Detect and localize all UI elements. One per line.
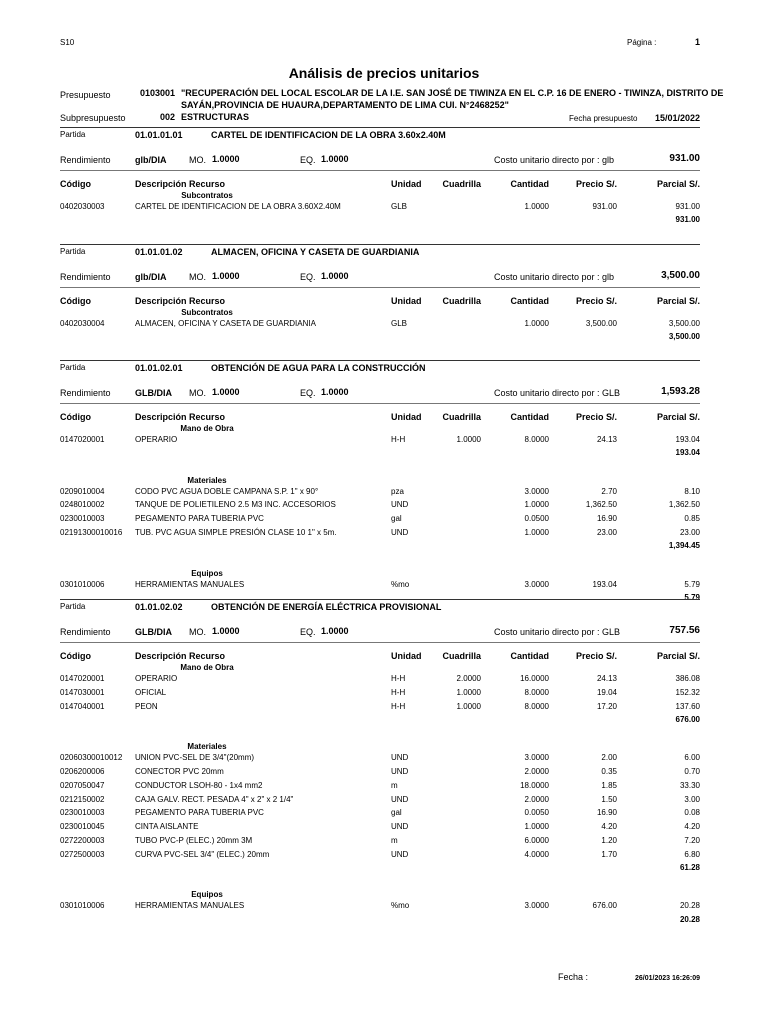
col-header-cuadrilla: Cuadrilla [442,296,481,306]
costo-unitario-value: 931.00 [669,153,700,164]
resource-description: CONECTOR PVC 20mm [135,767,224,776]
resource-description: CARTEL DE IDENTIFICACION DE LA OBRA 3.60X2.40M [135,202,341,211]
resource-precio: 19.04 [596,687,617,697]
col-header-precio: Precio S/. [575,651,617,661]
resource-code: 0147030001 [60,687,105,697]
col-header-parcial: Parcial S/. [656,651,700,661]
resource-description: OPERARIO [135,435,178,444]
group-subtotal: 20.28 [679,914,700,924]
page-number: 1 [694,37,700,47]
resource-unit: H-H [391,674,406,683]
eq-label: EQ. [300,388,316,398]
eq-value: 1.0000 [321,387,349,397]
rendimiento-rule [60,403,700,404]
resource-cantidad: 1.0000 [524,822,549,832]
mo-value: 1.0000 [212,154,240,164]
resource-parcial: 3,500.00 [668,319,700,328]
presupuesto-description-line2: SAYÁN,PROVINCIA DE HUAURA,DEPARTAMENTO DE LIMA CUI. N°2468252" [181,100,509,110]
resource-precio: 1,362.50 [585,500,617,510]
rendimiento-unit: GLB/DIA [135,388,172,398]
resource-unit: GLB [391,202,408,211]
rendimiento-unit: glb/DIA [135,155,167,165]
resource-description: CINTA AISLANTE [135,822,199,832]
resource-cuadrilla: 1.0000 [456,687,481,697]
page-label: Página : [627,38,657,47]
resource-description: TANQUE DE POLIETILENO 2.5 M3 INC. ACCESORIOS [135,500,336,510]
resource-unit: UND [391,500,409,510]
rendimiento-rule [60,170,700,171]
partida-name: OBTENCIÓN DE ENERGÍA ELÉCTRICA PROVISIONAL [211,602,442,612]
mo-label: MO. [189,388,206,398]
resource-unit: H-H [391,435,406,444]
presupuesto-label: Presupuesto [60,90,111,100]
resource-cantidad: 0.0050 [524,808,549,818]
col-header-codigo: Código [60,179,91,189]
eq-label: EQ. [300,155,316,165]
resource-unit: pza [391,486,404,496]
partida-label: Partida [60,130,86,139]
resource-code: 0301010006 [60,901,105,911]
resource-code: 0207050047 [60,780,105,790]
resource-code: 02191300010016 [60,528,123,537]
resource-unit: UND [391,822,409,832]
resource-description: OFICIAL [135,687,167,697]
col-header-precio: Precio S/. [575,179,617,189]
resource-cantidad: 18.0000 [520,780,549,790]
partida-top-rule [60,127,700,128]
resource-parcial: 1,362.50 [668,500,700,510]
resource-precio: 1.50 [601,794,617,804]
partida-name: OBTENCIÓN DE AGUA PARA LA CONSTRUCCIÓN [211,363,426,373]
mo-value: 1.0000 [212,387,240,397]
resource-cantidad: 3.0000 [524,579,549,589]
resource-unit: UND [391,753,409,763]
rendimiento-label: Rendimiento [60,155,111,165]
resource-code: 0402030004 [60,319,105,328]
resource-parcial: 137.60 [675,701,700,711]
resource-precio: 4.20 [601,822,617,832]
resource-unit: %mo [391,901,410,911]
resource-cantidad: 8.0000 [524,701,549,711]
resource-description: OPERARIO [135,674,178,683]
resource-code: 0209010004 [60,486,105,496]
fecha-presupuesto-label: Fecha presupuesto [569,114,638,123]
costo-unitario-label: Costo unitario directo por : glb [494,155,615,165]
resource-parcial: 0.08 [684,808,700,818]
resource-cantidad: 1.0000 [524,319,549,328]
resource-unit: gal [391,514,402,524]
resource-group-title: Mano de Obra [180,424,234,433]
costo-unitario-value: 757.56 [669,625,700,636]
col-header-cantidad: Cantidad [510,412,549,422]
col-header-descripcion: Descripción Recurso [135,179,226,189]
resource-unit: UND [391,794,409,804]
resource-description: TUB. PVC AGUA SIMPLE PRESIÓN CLASE 10 1" x 5m. [135,528,337,537]
resource-description: CURVA PVC-SEL 3/4" (ELEC.) 20mm [135,849,270,859]
resource-description: CAJA GALV. RECT. PESADA 4" x 2" x 2 1/4" [135,794,294,804]
col-header-precio: Precio S/. [575,296,617,306]
resource-precio: 676.00 [592,901,617,911]
costo-unitario-value: 1,593.28 [661,386,700,397]
resource-parcial: 0.85 [684,514,700,524]
partida-label: Partida [60,247,86,256]
resource-parcial: 8.10 [684,486,700,496]
resource-code: 0248010002 [60,500,105,510]
resource-cantidad: 8.0000 [524,435,549,444]
resource-cantidad: 6.0000 [524,836,549,845]
partida-label: Partida [60,363,86,372]
resource-precio: 3,500.00 [585,319,617,328]
resource-parcial: 6.00 [684,753,700,763]
resource-code: 0402030003 [60,202,105,211]
resource-precio: 24.13 [596,435,617,444]
costo-unitario-label: Costo unitario directo por : GLB [494,627,621,637]
resource-unit: m [391,836,398,845]
resource-cantidad: 1.0000 [524,500,549,510]
resource-description: PEON [135,701,158,711]
col-header-codigo: Código [60,412,91,422]
resource-description: UNION PVC-SEL DE 3/4"(20mm) [135,753,255,763]
resource-parcial: 386.08 [675,674,700,683]
resource-precio: 2.70 [601,486,617,496]
col-header-codigo: Código [60,651,91,661]
resource-code: 0272200003 [60,836,105,845]
resource-parcial: 3.00 [684,794,700,804]
rendimiento-label: Rendimiento [60,388,111,398]
col-header-cantidad: Cantidad [510,651,549,661]
resource-cantidad: 2.0000 [524,767,549,776]
resource-description: CODO PVC AGUA DOBLE CAMPANA S.P. 1" x 90° [135,486,319,496]
resource-unit: UND [391,849,409,859]
subpresupuesto-name: ESTRUCTURAS [181,112,250,122]
resource-group-title: Materiales [187,742,227,752]
resource-parcial: 23.00 [679,528,700,537]
resource-parcial: 931.00 [675,202,700,211]
resource-parcial: 33.30 [679,780,700,790]
group-subtotal: 931.00 [675,215,700,225]
mo-value: 1.0000 [212,626,240,636]
resource-cantidad: 0.0500 [524,514,549,524]
rendimiento-label: Rendimiento [60,627,111,637]
resource-parcial: 5.79 [684,579,700,589]
resource-group-title: Equipos [191,568,223,578]
resource-description: HERRAMIENTAS MANUALES [135,579,245,589]
costo-unitario-value: 3,500.00 [661,270,700,281]
resource-group-title: Materiales [187,475,227,485]
resource-cantidad: 3.0000 [524,901,549,911]
group-subtotal: 1,394.45 [668,541,700,551]
resource-cantidad: 1.0000 [524,202,549,211]
col-header-descripcion: Descripción Recurso [135,296,226,306]
group-subtotal: 193.04 [675,448,700,458]
partida-top-rule [60,360,700,361]
subpresupuesto-code: 002 [160,112,176,122]
resource-cantidad: 3.0000 [524,753,549,763]
resource-precio: 1.20 [601,836,617,845]
resource-description: PEGAMENTO PARA TUBERIA PVC [135,514,264,524]
resource-description: CONDUCTOR LSOH-80 - 1x4 mm2 [135,780,263,790]
resource-code: 02060300010012 [60,753,123,763]
partida-name: ALMACEN, OFICINA Y CASETA DE GUARDIANIA [211,247,420,257]
rendimiento-unit: glb/DIA [135,272,167,282]
resource-cantidad: 8.0000 [524,687,549,697]
resource-precio: 0.35 [601,767,617,776]
resource-cantidad: 3.0000 [524,486,549,496]
eq-value: 1.0000 [321,154,349,164]
resource-cuadrilla: 1.0000 [456,701,481,711]
resource-unit: GLB [391,319,408,328]
resource-precio: 17.20 [596,701,617,711]
eq-label: EQ. [300,272,316,282]
resource-unit: m [391,780,398,790]
group-subtotal: 676.00 [675,714,700,724]
partida-code: 01.01.01.02 [135,247,183,257]
col-header-precio: Precio S/. [575,412,617,422]
rendimiento-unit: GLB/DIA [135,627,172,637]
resource-cantidad: 2.0000 [524,794,549,804]
resource-unit: UND [391,528,409,537]
resource-group-title: Mano de Obra [180,663,234,672]
mo-label: MO. [189,627,206,637]
col-header-cantidad: Cantidad [510,296,549,306]
resource-precio: 931.00 [592,202,617,211]
col-header-cuadrilla: Cuadrilla [442,651,481,661]
group-subtotal: 5.79 [684,592,700,602]
partida-top-rule [60,599,700,600]
resource-code: 0230010003 [60,514,105,524]
resource-unit: H-H [391,701,406,711]
resource-code: 0230010003 [60,808,105,818]
col-header-parcial: Parcial S/. [656,412,700,422]
resource-code: 0301010006 [60,579,105,589]
col-header-parcial: Parcial S/. [656,296,700,306]
footer-fecha-value: 26/01/2023 16:26:09 [635,975,700,982]
resource-description: ALMACEN, OFICINA Y CASETA DE GUARDIANIA [135,319,316,328]
resource-cuadrilla: 1.0000 [456,435,481,444]
rendimiento-rule [60,642,700,643]
resource-unit: UND [391,767,409,776]
subpresupuesto-label: Subpresupuesto [60,113,126,123]
resource-code: 0147020001 [60,435,105,444]
resource-cantidad: 4.0000 [524,849,549,859]
resource-parcial: 0.70 [684,767,700,776]
resource-parcial: 152.32 [675,687,700,697]
resource-code: 0147020001 [60,674,105,683]
resource-precio: 193.04 [592,579,617,589]
resource-precio: 23.00 [596,528,617,537]
fecha-presupuesto: 15/01/2022 [654,113,700,123]
resource-description: PEGAMENTO PARA TUBERIA PVC [135,808,264,818]
mo-label: MO. [189,155,206,165]
resource-cantidad: 1.0000 [524,528,549,537]
resource-code: 0212150002 [60,794,105,804]
resource-unit: gal [391,808,402,818]
resource-code: 0230010045 [60,822,105,832]
resource-description: TUBO PVC-P (ELEC.) 20mm 3M [135,836,253,845]
page-title: Análisis de precios unitarios [288,65,480,81]
mo-label: MO. [189,272,206,282]
partida-top-rule [60,244,700,245]
col-header-parcial: Parcial S/. [656,179,700,189]
col-header-unidad: Unidad [391,651,422,661]
col-header-descripcion: Descripción Recurso [135,651,226,661]
resource-precio: 16.90 [596,808,617,818]
partida-code: 01.01.02.02 [135,602,183,612]
resource-group-title: Subcontratos [181,308,233,317]
resource-precio: 1.70 [601,849,617,859]
col-header-unidad: Unidad [391,296,422,306]
resource-unit: H-H [391,687,406,697]
presupuesto-description-line1: "RECUPERACIÓN DEL LOCAL ESCOLAR DE LA I.E. SAN JOSÉ DE TIWINZA EN EL C.P. 16 DE ENERO - TIWINZA, DISTRITO DE [181,88,724,98]
resource-precio: 24.13 [596,674,617,683]
resource-parcial: 7.20 [684,836,700,845]
costo-unitario-label: Costo unitario directo por : glb [494,272,615,282]
resource-unit: %mo [391,579,410,589]
resource-precio: 1.85 [601,780,617,790]
resource-group-title: Equipos [191,890,223,900]
resource-description: HERRAMIENTAS MANUALES [135,901,245,911]
resource-precio: 16.90 [596,514,617,524]
resource-group-title: Subcontratos [181,191,233,200]
eq-value: 1.0000 [321,626,349,636]
col-header-cantidad: Cantidad [510,179,549,189]
resource-parcial: 4.20 [684,822,700,832]
resource-parcial: 193.04 [675,435,700,444]
partida-code: 01.01.01.01 [135,130,183,140]
col-header-unidad: Unidad [391,412,422,422]
resource-code: 0272500003 [60,849,105,859]
col-header-cuadrilla: Cuadrilla [442,412,481,422]
group-subtotal: 3,500.00 [668,332,700,342]
report-code: S10 [60,38,75,47]
footer-fecha-label: Fecha : [558,972,589,982]
resource-parcial: 20.28 [679,901,700,911]
presupuesto-code: 0103001 [140,88,176,98]
col-header-descripcion: Descripción Recurso [135,412,226,422]
partida-name: CARTEL DE IDENTIFICACION DE LA OBRA 3.60x2.40M [211,130,446,140]
mo-value: 1.0000 [212,271,240,281]
col-header-cuadrilla: Cuadrilla [442,179,481,189]
eq-label: EQ. [300,627,316,637]
rendimiento-rule [60,287,700,288]
resource-code: 0147040001 [60,701,105,711]
partida-code: 01.01.02.01 [135,363,183,373]
resource-cuadrilla: 2.0000 [456,674,481,683]
eq-value: 1.0000 [321,271,349,281]
resource-cantidad: 16.0000 [520,674,549,683]
group-subtotal: 61.28 [679,863,700,873]
col-header-unidad: Unidad [391,179,422,189]
resource-code: 0206200006 [60,767,105,776]
rendimiento-label: Rendimiento [60,272,111,282]
costo-unitario-label: Costo unitario directo por : GLB [494,388,621,398]
col-header-codigo: Código [60,296,91,306]
partida-label: Partida [60,602,86,611]
resource-precio: 2.00 [601,753,617,763]
resource-parcial: 6.80 [684,849,700,859]
